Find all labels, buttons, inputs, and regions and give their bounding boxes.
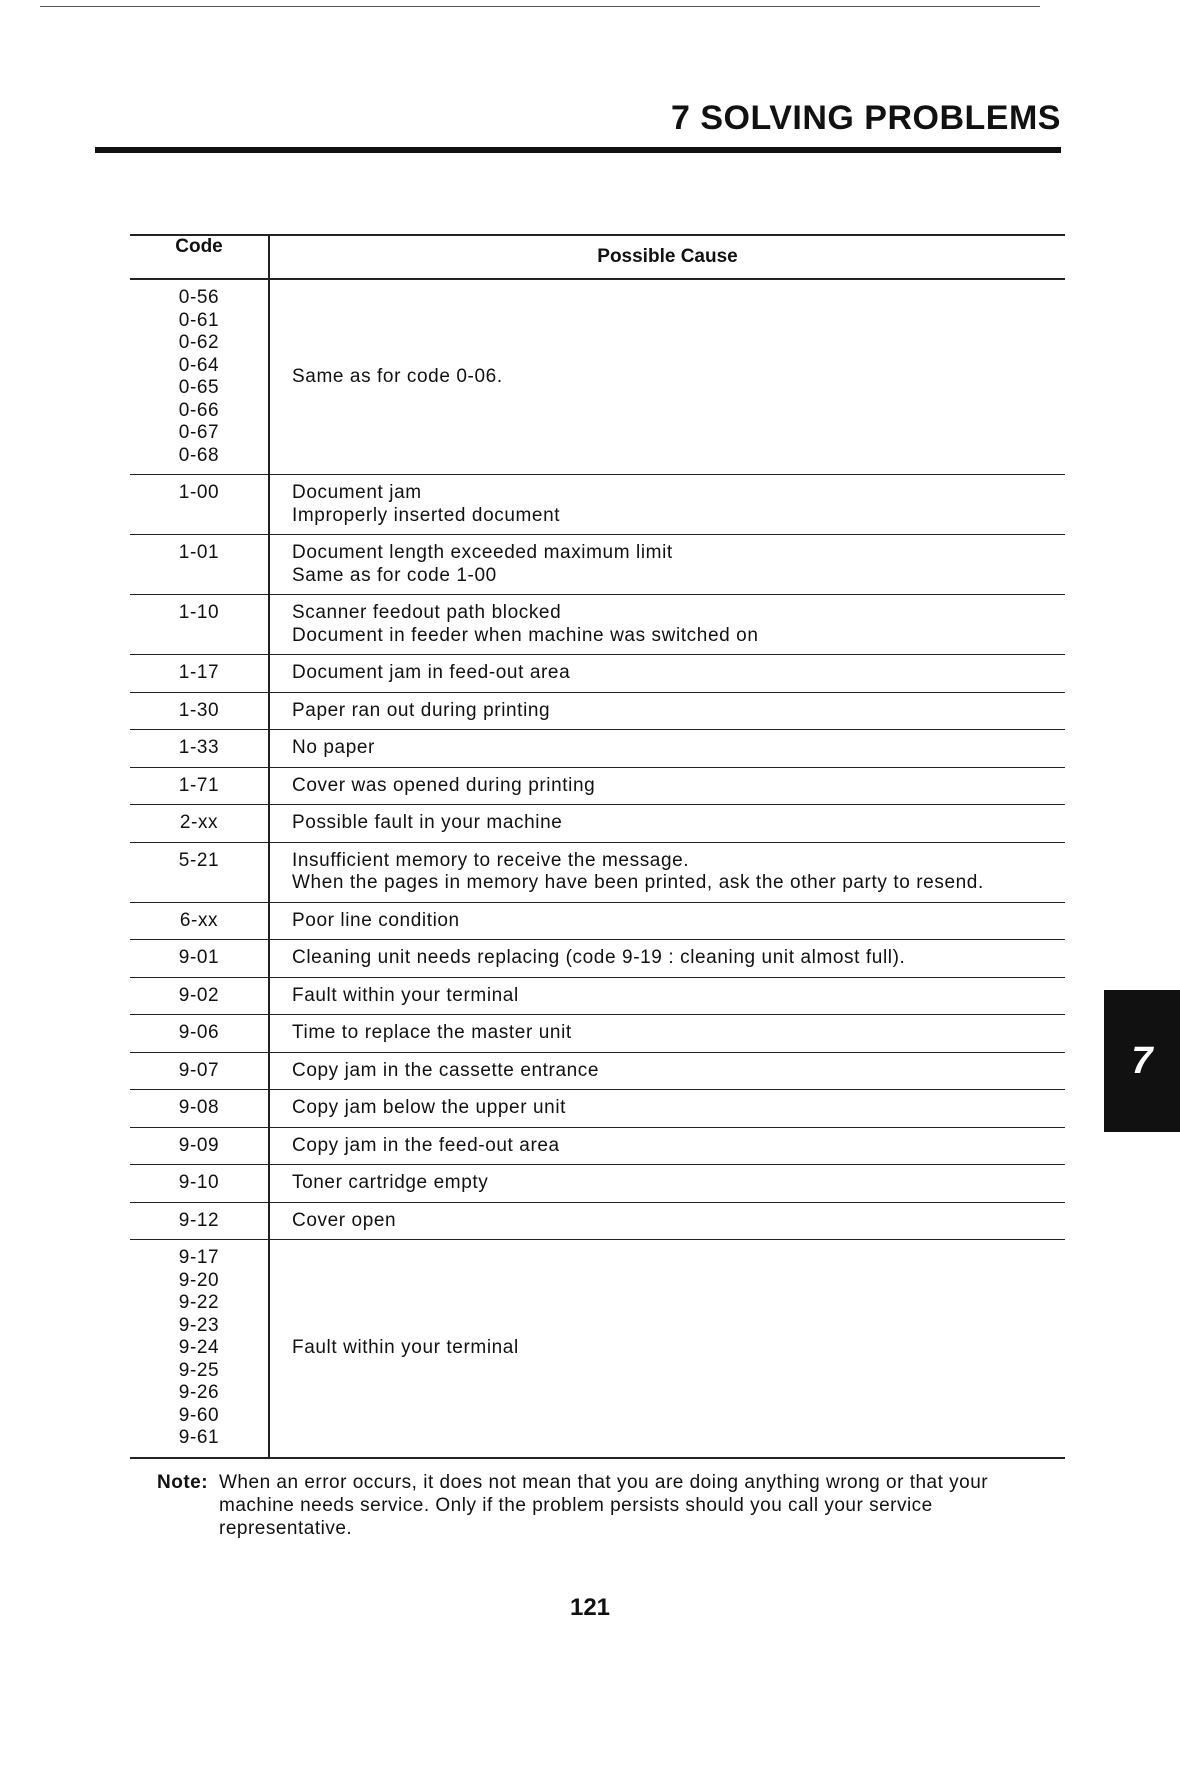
table-row bbox=[130, 279, 1065, 475]
error-code: 0-56 bbox=[178, 287, 220, 308]
table-row bbox=[130, 655, 1065, 693]
error-code: 0-66 bbox=[178, 399, 220, 421]
cause-cell bbox=[269, 692, 1065, 730]
cause-cell bbox=[269, 535, 1065, 595]
possible-cause: Copy jam below the upper unit bbox=[292, 1097, 567, 1118]
table-body bbox=[130, 279, 1065, 1458]
possible-cause: Document length exceeded maximum limit bbox=[292, 542, 673, 563]
code-cell bbox=[130, 1090, 269, 1128]
error-code: 9-22 bbox=[178, 1292, 220, 1313]
chapter-side-tab bbox=[1104, 990, 1180, 1132]
code-cell bbox=[130, 279, 269, 475]
note-label: Note: bbox=[157, 1472, 209, 1493]
code-cell bbox=[130, 1202, 269, 1240]
code-cell bbox=[130, 940, 269, 978]
title-rule bbox=[95, 147, 1061, 153]
chapter-title: 7 SOLVING PROBLEMS bbox=[671, 99, 1061, 137]
cause-cell bbox=[269, 1090, 1065, 1128]
cause-cell bbox=[269, 730, 1065, 768]
cause-cell bbox=[269, 940, 1065, 978]
table-row bbox=[130, 475, 1065, 535]
code-cell bbox=[130, 655, 269, 693]
cause-cell bbox=[269, 1052, 1065, 1090]
error-code: 0-64 bbox=[178, 354, 220, 376]
code-cell bbox=[130, 1127, 269, 1165]
table-row bbox=[130, 595, 1065, 655]
side-tab-label: 7 bbox=[1131, 1039, 1153, 1082]
page-number: 121 bbox=[569, 1594, 611, 1621]
top-rule bbox=[40, 6, 1040, 7]
table-row bbox=[130, 1165, 1065, 1203]
table-row bbox=[130, 902, 1065, 940]
table-row bbox=[130, 535, 1065, 595]
code-cell bbox=[130, 1240, 269, 1458]
error-code: 9-12 bbox=[178, 1209, 220, 1231]
possible-cause: Document jam in feed-out area bbox=[292, 662, 571, 683]
table-row bbox=[130, 767, 1065, 805]
error-code: 9-61 bbox=[178, 1427, 220, 1448]
error-code: 1-17 bbox=[178, 662, 220, 683]
cause-cell bbox=[269, 595, 1065, 655]
code-cell bbox=[130, 902, 269, 940]
possible-cause: Document jam bbox=[292, 482, 422, 503]
error-code: 6-xx bbox=[179, 909, 219, 931]
error-code: 9-60 bbox=[178, 1404, 220, 1426]
error-code: 9-17 bbox=[178, 1247, 220, 1268]
code-cell bbox=[130, 805, 269, 843]
possible-cause: Document in feeder when machine was switched on bbox=[292, 624, 759, 646]
error-code: 1-33 bbox=[178, 737, 220, 758]
code-cell bbox=[130, 1015, 269, 1053]
possible-cause: Fault within your terminal bbox=[292, 1337, 519, 1358]
error-code: 1-71 bbox=[178, 774, 220, 796]
error-code: 9-26 bbox=[178, 1382, 220, 1403]
error-code: 9-08 bbox=[178, 1097, 220, 1118]
table-header-row bbox=[130, 235, 1065, 279]
possible-cause: Scanner feedout path blocked bbox=[292, 602, 562, 623]
cause-cell bbox=[269, 655, 1065, 693]
table-row bbox=[130, 1052, 1065, 1090]
code-cell bbox=[130, 475, 269, 535]
error-code: 0-62 bbox=[178, 332, 220, 353]
table-row bbox=[130, 692, 1065, 730]
error-code: 0-65 bbox=[178, 377, 220, 398]
error-code: 1-00 bbox=[178, 482, 220, 503]
code-cell bbox=[130, 692, 269, 730]
error-code: 0-67 bbox=[178, 422, 220, 443]
error-code: 0-61 bbox=[178, 309, 220, 331]
table-row bbox=[130, 1240, 1065, 1458]
possible-cause: Cover open bbox=[292, 1209, 397, 1231]
code-cell bbox=[130, 1165, 269, 1203]
code-cell bbox=[130, 535, 269, 595]
error-code: 9-09 bbox=[178, 1134, 220, 1156]
possible-cause: Paper ran out during printing bbox=[292, 699, 551, 721]
possible-cause: Possible fault in your machine bbox=[292, 812, 563, 833]
code-cell bbox=[130, 1052, 269, 1090]
code-cell bbox=[130, 730, 269, 768]
possible-cause: Poor line condition bbox=[292, 909, 460, 931]
code-cell bbox=[130, 977, 269, 1015]
cause-cell bbox=[269, 1015, 1065, 1053]
table-row bbox=[130, 1090, 1065, 1128]
error-code: 9-02 bbox=[178, 984, 220, 1006]
possible-cause: Copy jam in the feed-out area bbox=[292, 1134, 560, 1156]
code-cell bbox=[130, 842, 269, 902]
table-row bbox=[130, 805, 1065, 843]
possible-cause: Cleaning unit needs replacing (code 9-19 : cleaning unit almost full). bbox=[292, 947, 906, 968]
table-row bbox=[130, 730, 1065, 768]
code-cell bbox=[130, 595, 269, 655]
cause-cell bbox=[269, 805, 1065, 843]
note-text: When an error occurs, it does not mean that you are doing anything wrong or that your machine needs service. Only if the problem persists should you call your service representative. bbox=[219, 1472, 989, 1539]
error-codes-table bbox=[130, 234, 1065, 1459]
error-code: 5-21 bbox=[178, 849, 220, 871]
cause-cell bbox=[269, 902, 1065, 940]
table-row bbox=[130, 842, 1065, 902]
table-row bbox=[130, 1127, 1065, 1165]
error-code: 1-30 bbox=[178, 699, 220, 721]
cause-cell bbox=[269, 1127, 1065, 1165]
error-code: 1-01 bbox=[178, 542, 220, 563]
error-code: 9-01 bbox=[178, 947, 220, 968]
table-row bbox=[130, 977, 1065, 1015]
table-row bbox=[130, 1202, 1065, 1240]
cause-column-header: Possible Cause bbox=[269, 235, 1065, 279]
possible-cause: Time to replace the master unit bbox=[292, 1022, 572, 1043]
table-row bbox=[130, 940, 1065, 978]
cause-cell bbox=[269, 475, 1065, 535]
possible-cause: Fault within your terminal bbox=[292, 984, 519, 1006]
cause-cell bbox=[269, 842, 1065, 902]
error-code: 2-xx bbox=[179, 812, 219, 833]
possible-cause: Same as for code 1-00 bbox=[292, 564, 497, 586]
cause-cell bbox=[269, 1202, 1065, 1240]
error-code: 1-10 bbox=[178, 602, 220, 623]
code-cell bbox=[130, 767, 269, 805]
error-code: 9-23 bbox=[178, 1314, 220, 1336]
error-code: 9-25 bbox=[178, 1359, 220, 1381]
error-code: 9-10 bbox=[178, 1172, 220, 1193]
error-code: 9-07 bbox=[178, 1059, 220, 1081]
possible-cause: Cover was opened during printing bbox=[292, 774, 596, 796]
code-column-header: Code bbox=[130, 235, 269, 279]
cause-cell bbox=[269, 279, 1065, 475]
possible-cause: Insufficient memory to receive the message. bbox=[292, 849, 690, 871]
note bbox=[157, 1471, 1037, 1540]
possible-cause: Same as for code 0-06. bbox=[292, 365, 503, 387]
error-code: 9-24 bbox=[178, 1337, 220, 1358]
possible-cause: Improperly inserted document bbox=[292, 504, 561, 526]
error-code: 9-06 bbox=[178, 1022, 220, 1043]
possible-cause: When the pages in memory have been printed, ask the other party to resend. bbox=[292, 872, 984, 893]
cause-cell bbox=[269, 1165, 1065, 1203]
possible-cause: Toner cartridge empty bbox=[292, 1172, 489, 1193]
cause-cell bbox=[269, 977, 1065, 1015]
possible-cause: Copy jam in the cassette entrance bbox=[292, 1059, 600, 1081]
cause-cell bbox=[269, 767, 1065, 805]
cause-cell bbox=[269, 1240, 1065, 1458]
table-row bbox=[130, 1015, 1065, 1053]
possible-cause: No paper bbox=[292, 737, 375, 758]
error-code: 0-68 bbox=[178, 444, 220, 466]
error-code: 9-20 bbox=[178, 1269, 220, 1291]
